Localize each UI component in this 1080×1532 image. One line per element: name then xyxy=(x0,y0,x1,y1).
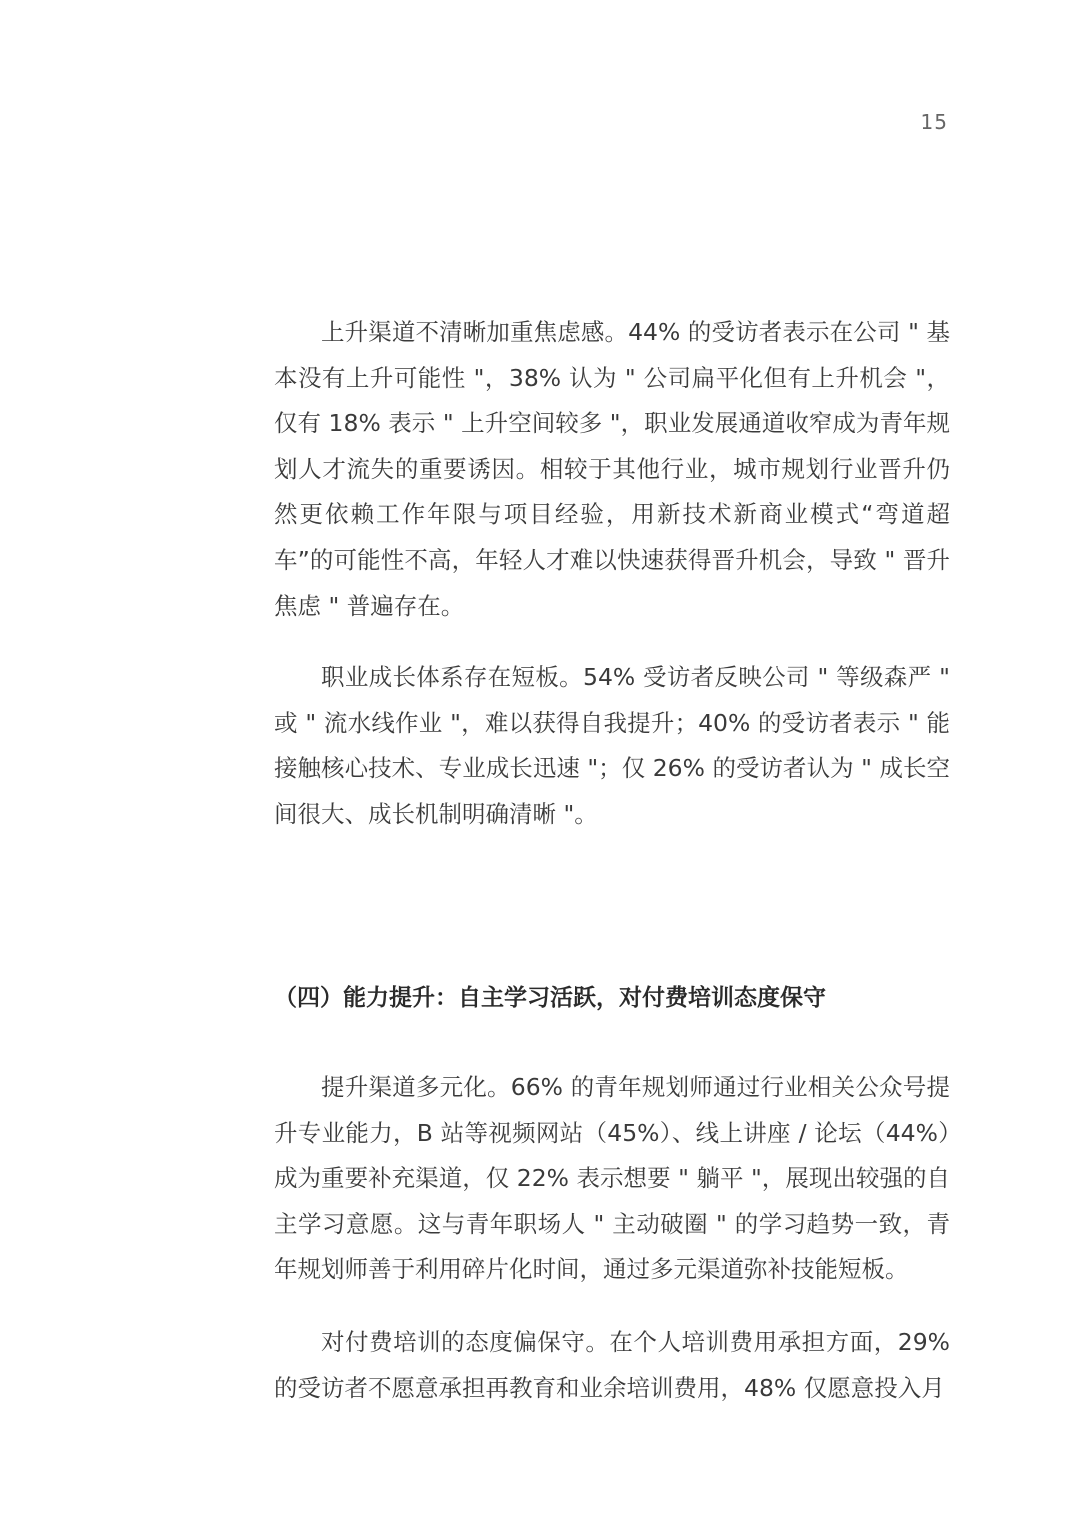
paragraph-learning-channels: 提升渠道多元化。66% 的青年规划师通过行业相关公众号提升专业能力，B 站等视频网站（45%）、线上讲座 / 论坛（44%）成为重要补充渠道，仅 22% 表示想要 " 躺平 "，展现出较强的自主学习意愿。这与青年职场人 " 主动破圈 " 的学习趋势一致，青年规划师善于利用碎片化时间，通过多元渠道弥补技能短板。 xyxy=(274,1073,950,1284)
page-number: 15 xyxy=(920,110,948,134)
paragraph-growth-system: 职业成长体系存在短板。54% 受访者反映公司 " 等级森严 " 或 " 流水线作业 "，难以获得自我提升；40% 的受访者表示 " 能接触核心技术、专业成长迅速 "；仅 26% 的受访者认为 " 成长空间很大、成长机制明确清晰 "。 xyxy=(274,663,950,828)
section-body-ability-improvement xyxy=(274,1065,950,1411)
paragraph-promotion-channel: 上升渠道不清晰加重焦虑感。44% 的受访者表示在公司 " 基本没有上升可能性 "，38% 认为 " 公司扁平化但有上升机会 "，仅有 18% 表示 " 上升空间较多 "，职业发展通道收窄成为青年规划人才流失的重要诱因。相较于其他行业，城市规划行业晋升仍然更依赖工作年限与项目经验，用新技术新商业模式“弯道超车”的可能性不高，年轻人才难以快速获得晋升机会，导致 " 晋升焦虑 " 普遍存在。 xyxy=(274,318,950,620)
section-heading-ability-improvement: （四）能力提升：自主学习活跃，对付费培训态度保守 xyxy=(274,985,826,1011)
paragraph-paid-training: 对付费培训的态度偏保守。在个人培训费用承担方面，29% 的受访者不愿意承担再教育和业余培训费用，48% 仅愿意投入月 xyxy=(274,1327,950,1402)
section-body-career-path xyxy=(274,310,950,838)
